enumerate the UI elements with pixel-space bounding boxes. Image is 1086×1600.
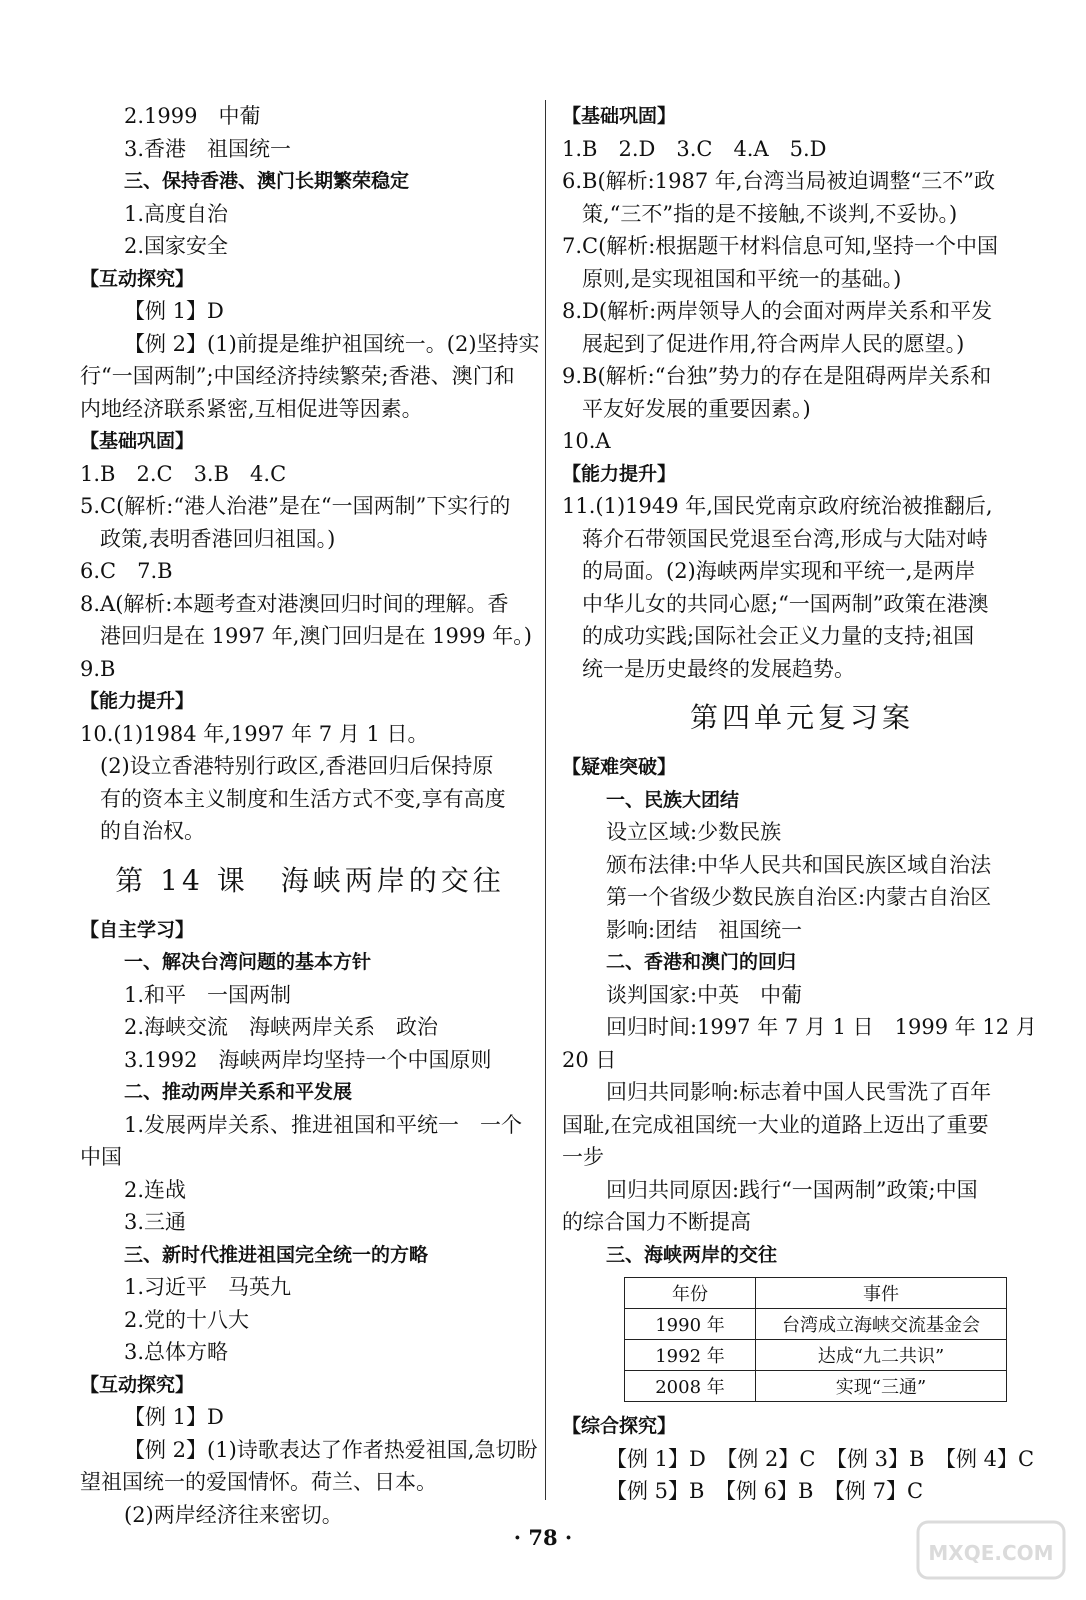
left-line: 8.A(解析:本题考查对港澳回归时间的理解。香 [80, 591, 509, 616]
lesson-title: 第 14 课 海峡两岸的交往 [115, 863, 505, 897]
left2-line: 【例 1】D [124, 1405, 224, 1429]
right2-line: 【疑难突破】 [562, 756, 677, 778]
left2-line: 3.总体方略 [124, 1340, 229, 1364]
right2-line: 回归时间:1997 年 7 月 1 日 1999 年 12 月 [606, 1015, 1037, 1039]
left-line: 【能力提升】 [80, 690, 195, 712]
left2-line: (2)两岸经济往来密切。 [124, 1502, 343, 1527]
left2-line: 2.连战 [124, 1177, 187, 1202]
left2-line: 1.习近平 马英九 [124, 1275, 292, 1299]
left2-line: 2.党的十八大 [124, 1307, 250, 1332]
left-line: 【例 1】D [124, 299, 224, 323]
right3-line: 【例 5】B 【例 6】B 【例 7】C [606, 1479, 924, 1503]
right2-line: 一步 [562, 1145, 604, 1169]
cross-strait-events-table [624, 1277, 1007, 1402]
table-cell: 1992 年 [625, 1340, 756, 1371]
right2-line: 第一个省级少数民族自治区:内蒙古自治区 [606, 885, 992, 909]
left2-line: 2.海峡交流 海峡两岸关系 政治 [124, 1015, 439, 1039]
right-line: 1.B 2.D 3.C 4.A 5.D [562, 136, 827, 161]
right-line: 6.B(解析:1987 年,台湾当局被迫调整“三不”政 [562, 169, 996, 193]
right2-line: 国耻,在完成祖国统一大业的道路上迈出了重要 [562, 1112, 989, 1137]
right-line: 的成功实践;国际社会正义力量的支持;祖国 [582, 624, 975, 648]
right-line: 展起到了促进作用,符合两岸人民的愿望。) [582, 331, 965, 356]
column-divider [545, 100, 546, 1500]
right2-line: 三、海峡两岸的交往 [606, 1243, 778, 1266]
left-line: 内地经济联系紧密,互相促进等因素。 [80, 396, 423, 421]
left-line: 行“一国两制”;中国经济持续繁荣;香港、澳门和 [80, 364, 515, 388]
right2-line: 20 日 [562, 1047, 617, 1072]
watermark-logo [916, 1520, 1066, 1580]
table-header-cell: 事件 [756, 1278, 1007, 1309]
right-line: 中华儿女的共同心愿;“一国两制”政策在港澳 [582, 591, 989, 616]
right-line: 7.C(解析:根据题干材料信息可知,坚持一个中国 [562, 234, 999, 258]
right-line: 的局面。(2)海峡两岸实现和平统一,是两岸 [582, 559, 976, 583]
left2-line: 【例 2】(1)诗歌表达了作者热爱祖国,急切盼 [124, 1437, 538, 1462]
left-line: 10.(1)1984 年,1997 年 7 月 1 日。 [80, 721, 429, 746]
left-line: 6.C 7.B [80, 559, 173, 583]
right-line: 统一是历史最终的发展趋势。 [582, 656, 855, 681]
table-row [625, 1309, 1007, 1340]
right-line: 8.D(解析:两岸领导人的会面对两岸关系和平发 [562, 299, 993, 323]
comprehensive-exploration-block [562, 1410, 1042, 1508]
right2-line: 谈判国家:中英 中葡 [606, 982, 803, 1007]
left-line: (2)设立香港特别行政区,香港回归后保持原 [100, 754, 494, 778]
lesson-14-answers-block [80, 914, 540, 1532]
left-line: 5.C(解析:“港人治港”是在“一国两制”下实行的 [80, 494, 511, 518]
left2-line: 【互动探究】 [80, 1373, 195, 1396]
unit-review-title: 第四单元复习案 [689, 701, 914, 734]
left-line: 有的资本主义制度和生活方式不变,享有高度 [100, 786, 506, 811]
right-answers-block [562, 100, 1042, 685]
right-line: 11.(1)1949 年,国民党南京政府统治被推翻后, [562, 494, 993, 518]
right3-line: 【例 1】D 【例 2】C 【例 3】B 【例 4】C [606, 1446, 1035, 1471]
right2-line: 一、民族大团结 [606, 788, 740, 811]
left-line: 1.高度自治 [124, 201, 229, 226]
right-column [562, 100, 1042, 1508]
table-cell: 台湾成立海峡交流基金会 [756, 1309, 1007, 1340]
table-cell: 1990 年 [625, 1309, 756, 1340]
table-cell: 实现“三通” [756, 1371, 1007, 1402]
left-line: 3.香港 祖国统一 [124, 136, 292, 161]
left2-line: 3.1992 海峡两岸均坚持一个中国原则 [124, 1047, 492, 1072]
page-number: · 78 · [513, 1525, 573, 1550]
right2-line: 回归共同原因:践行“一国两制”政策;中国 [606, 1177, 978, 1202]
left2-line: 1.和平 一国两制 [124, 982, 292, 1007]
right-line: 原则,是实现祖国和平统一的基础。) [582, 266, 902, 291]
left2-line: 一、解决台湾问题的基本方针 [124, 951, 372, 973]
left-line: 9.B [80, 656, 116, 681]
right-line: 9.B(解析:“台独”势力的存在是阻碍两岸关系和 [562, 364, 992, 388]
right-line: 【基础巩固】 [562, 105, 677, 127]
right3-line: 【综合探究】 [562, 1415, 677, 1437]
left-line: 港回归是在 1997 年,澳门回归是在 1999 年。) [100, 624, 532, 648]
right2-line: 设立区域:少数民族 [606, 820, 782, 844]
right2-line: 回归共同影响:标志着中国人民雪洗了百年 [606, 1080, 992, 1104]
left2-line: 中国 [80, 1145, 122, 1169]
left2-line: 【自主学习】 [80, 918, 195, 941]
unit-review-block [562, 751, 1042, 1271]
right-line: 平友好发展的重要因素。) [582, 396, 811, 421]
left-line: 三、保持香港、澳门长期繁荣稳定 [124, 170, 410, 192]
left-line: 1.B 2.C 3.B 4.C [80, 461, 287, 486]
left2-line: 1.发展两岸关系、推进祖国和平统一 一个 [124, 1112, 523, 1137]
right-line: 【能力提升】 [562, 462, 677, 485]
left-line: 【例 2】(1)前提是维护祖国统一。(2)坚持实 [124, 331, 540, 356]
right-line: 10.A [562, 429, 611, 453]
left2-line: 望祖国统一的爱国情怀。荷兰、日本。 [80, 1470, 437, 1494]
right2-line: 影响:团结 祖国统一 [606, 917, 803, 942]
table-row [625, 1340, 1007, 1371]
svg-text:MXQE.COM: MXQE.COM [928, 1541, 1054, 1565]
left-answers-block [80, 100, 540, 848]
right2-line: 二、香港和澳门的回归 [606, 951, 797, 973]
table-header-cell: 年份 [625, 1278, 756, 1309]
right-line: 策,“三不”指的是不接触,不谈判,不妥协。) [582, 201, 958, 226]
left-line: 政策,表明香港回归祖国。) [100, 526, 336, 551]
left-column [80, 100, 540, 1531]
left2-line: 3.三通 [124, 1210, 187, 1234]
left-line: 2.国家安全 [124, 234, 229, 258]
right2-line: 颁布法律:中华人民共和国民族区域自治法 [606, 852, 992, 877]
table-cell: 达成“九二共识” [756, 1340, 1007, 1371]
left-line: 【互动探究】 [80, 267, 195, 290]
left-line: 【基础巩固】 [80, 430, 195, 452]
right2-line: 的综合国力不断提高 [562, 1210, 751, 1234]
table-cell: 2008 年 [625, 1371, 756, 1402]
left2-line: 三、新时代推进祖国完全统一的方略 [124, 1243, 429, 1266]
right-line: 蒋介石带领国民党退至台湾,形成与大陆对峙 [582, 526, 988, 551]
left-line: 2.1999 中葡 [124, 104, 261, 128]
table-row [625, 1371, 1007, 1402]
table-header-row [625, 1278, 1007, 1309]
left2-line: 二、推动两岸关系和平发展 [124, 1081, 353, 1103]
left-line: 的自治权。 [100, 819, 205, 843]
